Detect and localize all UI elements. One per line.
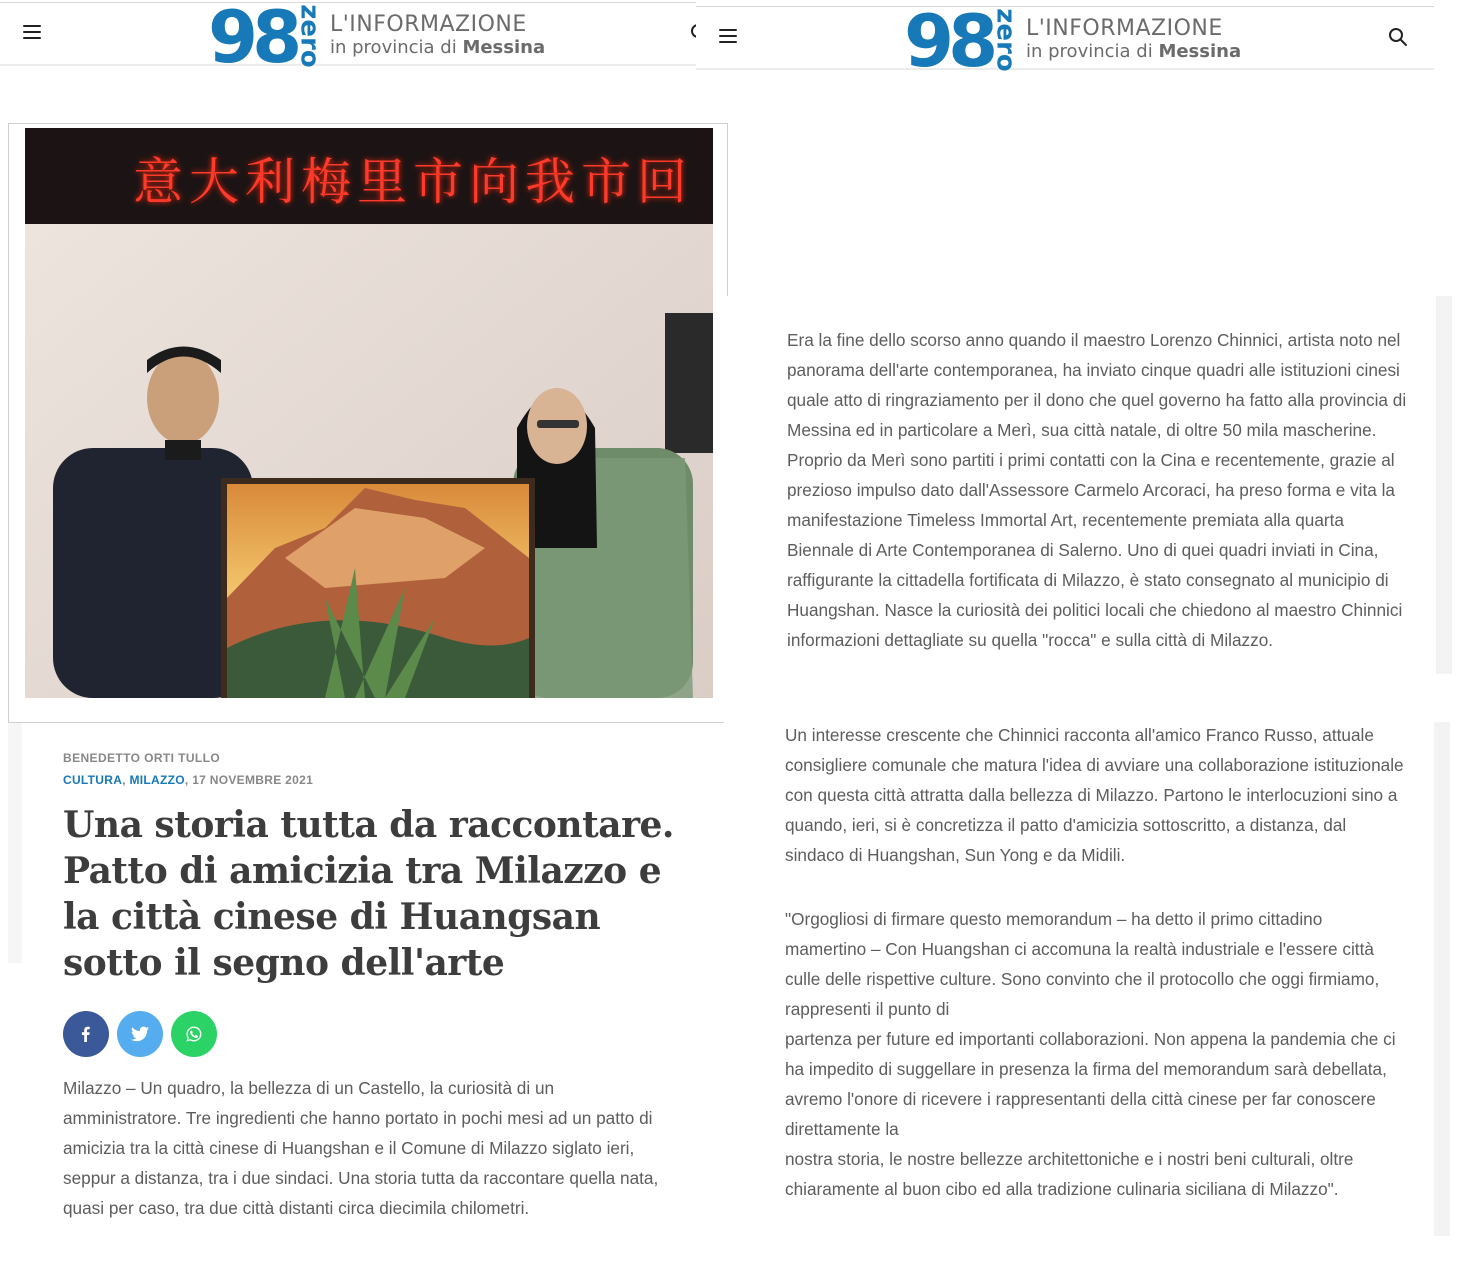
article-title: Una storia tutta da raccontare. Patto di amicizia tra Milazzo e la città cinese di Huangsan sotto il segno dell'arte [63, 804, 674, 984]
frame-edge [724, 296, 732, 726]
twitter-icon [131, 1026, 149, 1042]
article-paragraph-3-part: nostra storia, le nostre bellezze architettoniche e i nostri beni culturali, oltre chiaramente al buon cibo ed alla tradizione culinaria siciliana di Milazzo". [785, 1149, 1354, 1199]
led-sign [25, 128, 713, 224]
search-icon[interactable] [1388, 27, 1408, 47]
category-link-cultura[interactable]: CULTURA [63, 773, 123, 787]
share-twitter-button[interactable] [117, 1011, 163, 1057]
category-separator: , [184, 773, 193, 787]
logo-zero: zero [990, 8, 1021, 72]
site-header-right [696, 0, 1434, 83]
featured-image-frame [8, 123, 728, 723]
article-paragraph-3-part: "Orgogliosi di firmare questo memorandum – ha detto il primo cittadino mamertino – Con Huangshan ci accomuna la realtà industriale e l'essere città culle delle rispettive culture. Sono convinto che il protocollo che oggi firmiamo, rappresenti il punto di [785, 909, 1380, 1019]
tagline-line2: in provincia di Messina [1026, 41, 1242, 62]
tagline-line1: L'INFORMAZIONE [330, 12, 527, 37]
article-paragraph-3-part: partenza per future ed importanti collaborazioni. Non appena la pandemia che ci ha impedito di suggellare in presenza la firma del memorandum sarà debellata, avremo l'onore di ricevere i rappresentanti della città cinese per far conoscere direttamente la [785, 1029, 1396, 1139]
tagline-line2: in provincia di Messina [330, 37, 546, 58]
led-sign-text: 意大利梅里市向我市回 [133, 153, 693, 211]
article-paragraph-3 [785, 904, 1405, 1204]
category-separator: , [122, 773, 130, 787]
featured-image[interactable] [25, 128, 713, 698]
article-categories [63, 773, 313, 787]
category-link-milazzo[interactable]: MILAZZO [129, 773, 185, 787]
logo-number: 98 [904, 0, 993, 83]
tagline-line1: L'INFORMAZIONE [1026, 16, 1223, 41]
article-author[interactable]: BENEDETTO ORTI TULLO [63, 751, 221, 765]
menu-icon[interactable] [719, 29, 737, 43]
article-paragraph-2: Un interesse crescente che Chinnici racconta all'amico Franco Russo, attuale consigliere comunale che matura l'idea di avviare una collaborazione istituzionale con questa città attratta dalla bellezza di Milazzo. Partono le interlocuzioni sino a quando, ieri, si è concretizza il patto d'amicizia sottoscritto, a distanza, dal sindaco di Huangshan, Sun Yong e da Midili. [785, 725, 1404, 865]
article-date: 17 NOVEMBRE 2021 [192, 773, 314, 787]
facebook-icon [78, 1026, 94, 1042]
logo-tagline [330, 13, 545, 59]
share-whatsapp-button[interactable] [171, 1011, 217, 1057]
site-header-left [0, 0, 696, 79]
logo-tagline [1026, 17, 1241, 63]
share-facebook-button[interactable] [63, 1011, 109, 1057]
article-lead-paragraph: Milazzo – Un quadro, la bellezza di un Castello, la curiosità di un amministratore. Tre ingredienti che hanno portato in pochi mesi ad un patto di amicizia tra la città cinese di Huangshan e il Comune di Milazzo siglato ieri, seppur a distanza, tra i due sindaci. Una storia tutta da raccontare quella nata, quasi per caso, tra due città distanti circa diecimila chilometri. [63, 1078, 659, 1218]
column-shade [1434, 722, 1450, 1236]
column-shade [1436, 296, 1452, 674]
article-paragraph-1: Era la fine dello scorso anno quando il maestro Lorenzo Chinnici, artista noto nel panorama dell'arte contemporanea, ha inviato cinque quadri alle istituzioni cinesi quale atto di ringraziamento per il dono che quel governo ha fatto alla provincia di Messina ed in particolare a Merì, sua città natale, di oltre 50 mila mascherine. Proprio da Merì sono partiti i primi contatti con la Cina e recentemente, grazie al prezioso impulso dato dall'Assessore Carmelo Arcoraci, ha preso forma e vita la manifestazione Timeless Immortal Art, recentemente premiata alla quarta Biennale di Arte Contemporanea di Salerno. Uno di quei quadri inviati in Cina, raffigurante la cittadella fortificata di Milazzo, è stato consegnato al municipio di Huangshan. Nasce la curiosità dei politici locali che chiedono al maestro Chinnici informazioni dettagliate su quella "rocca" e sulla città di Milazzo. [787, 330, 1407, 650]
logo-number: 98 [208, 0, 297, 79]
whatsapp-icon [185, 1025, 203, 1043]
logo-zero: zero [294, 4, 325, 68]
menu-icon[interactable] [23, 25, 41, 39]
column-shade [8, 723, 22, 963]
